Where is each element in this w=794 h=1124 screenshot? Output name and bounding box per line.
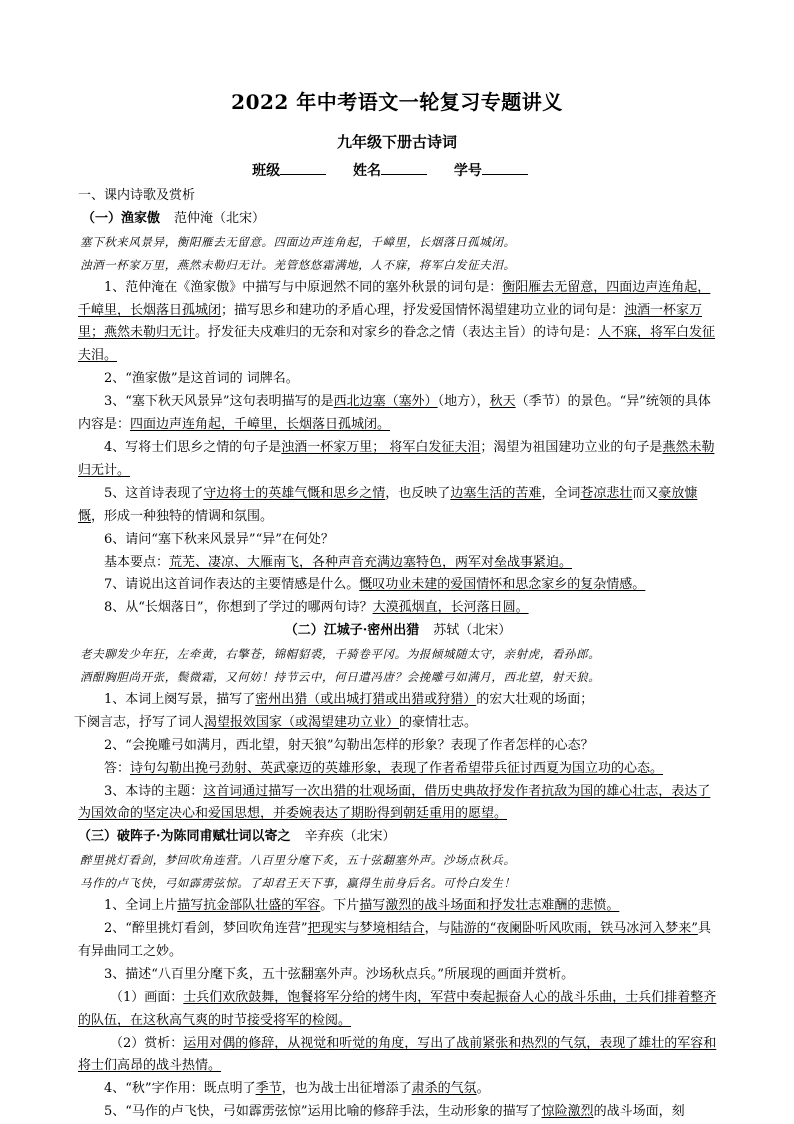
poem-line: 塞下秋来风景异，衡阳雁去无留意。四面边声连角起，千嶂里，长烟落日孤城闭。 (80, 234, 516, 249)
page-title: 2022 年中考语文一轮复习专题讲义 (231, 90, 563, 114)
question-item: 2、“会挽雕弓如满月，西北望，射天狼”勾勒出怎样的形象？表现了作者怎样的心态？ (104, 737, 594, 753)
poem-line: 酒酣胸胆尚开张，鬓微霜，又何妨！持节云中，何日遣冯唐？会挽雕弓如满月，西北望，射天狼。 (80, 670, 601, 685)
question-item: 3、描述“八百里分麾下炙，五十弦翻塞外声。沙场秋点兵。”所展现的画面并赏析。 (104, 966, 575, 982)
question-item: 5、“马作的卢飞快，弓如霹雳弦惊”运用比喻的修辞手法，生动形象的描写了惊险激烈的战斗场面，刻 (104, 1104, 685, 1120)
question-item: 8、从“长烟落日”，你想到了学过的哪两句诗？大漠孤烟直，长河落日圆。 (104, 600, 529, 616)
answer-item: 基本要点：荒芜、凄凉、大雁南飞，各种声音充满边塞特色，两军对垒战事紧迫。 (104, 554, 573, 570)
poem-author: 苏轼（北宋） (433, 623, 512, 639)
poem-heading (78, 208, 718, 231)
poem-title: （三）破阵子·为陈同甫赋壮词以寄之 (78, 829, 291, 845)
id-label: 学号 (453, 163, 482, 179)
class-blank (280, 162, 326, 175)
poem-title: （二）江城子·密州出猎 (284, 623, 420, 639)
poem-line: 浊酒一杯家万里，燕然未勒归无计。羌管悠悠霜满地，人不寐，将军白发征夫泪。 (80, 257, 516, 272)
answer-item: （1）画面：士兵们欢欣鼓舞，饱餐将军分给的烤牛肉，军营中奏起振奋人心的战斗乐曲，士兵们排着整齐的队伍，在这秋高气爽的时节接受将军的检阅。 (78, 989, 717, 1028)
section-heading: 一、课内诗歌及赏析 (78, 188, 196, 203)
question-item: 2、“渔家傲”是这首词的 词牌名。 (104, 371, 299, 387)
question-item: 1、本词上阕写景，描写了密州出猎（或出城打猎或出猎或狩猎）的宏大壮观的场面； (104, 691, 594, 707)
poem-heading (78, 826, 718, 849)
question-item: 下阕言志，抒写了词人渴望报效国家（或渴望建功立业）的豪情壮志。 (74, 714, 478, 730)
question-item: 3、本诗的主题：这首词通过描写一次出猎的壮观场面，借历史典故抒发作者抗敌为国的雄心壮志，表达了为国效命的坚定决心和爱国思想，并委婉表达了期盼得到朝廷重用的愿望。 (78, 783, 711, 822)
class-label: 班级 (252, 163, 281, 179)
id-blank (482, 162, 528, 175)
page-subtitle: 九年级下册古诗词 (336, 133, 457, 151)
question-item: 2、“醉里挑灯看剑，梦回吹角连营”把现实与梦境相结合，与陆游的“夜阑卧听风吹雨，铁马冰河入梦来”具有异曲同工之妙。 (78, 921, 711, 959)
question-item: 6、请问“塞下秋来风景异”“异”在何处？ (104, 531, 334, 547)
poem-title: （一）渔家傲 (82, 210, 161, 226)
question-item: 7、请说出这首词作表达的主要情感是什么。慨叹功业未建的爱国情怀和思念家乡的复杂情感。 (104, 577, 646, 593)
answer-item: （2）赏析：运用对偶的修辞，从视觉和听觉的角度，写出了战前紧张和热烈的气氛，表现了雄壮的军容和将士们高昂的战斗热情。 (78, 1035, 717, 1074)
poem-author: 辛弃疾（北宋） (304, 829, 396, 845)
answer-item: 答：诗句勾勒出挽弓劲射、英武豪迈的英雄形象，表现了作者希望带兵征讨西夏为国立功的心态。 (104, 760, 664, 776)
question-item: 1、范仲淹在《渔家傲》中描写与中原迥然不同的塞外秋景的词句是：衡阳雁去无留意，四面边声连角起，千嶂里，长烟落日孤城闭；描写思乡和建功的矛盾心理，抒发爱国情怀渴望建功立业的词句是：浊酒一杯家万里；燕然未勒归无计。抒发征夫戍难归的无奈和对家乡的眷念之情（表达主旨）的诗句是：人不寐，将军白发征夫泪。 (78, 279, 716, 364)
name-label: 姓名 (353, 163, 381, 179)
poem-heading (78, 620, 718, 643)
question-item: 5、这首诗表现了守边将士的英雄气慨和思乡之情，也反映了边塞生活的苦难，全词苍凉悲壮而又豪放慷慨，形成一种独特的情调和氛围。 (78, 485, 698, 524)
student-info-line (0, 160, 794, 180)
poem-line: 醉里挑灯看剑，梦回吹角连营。八百里分麾下炙，五十弦翻塞外声。沙场点秋兵。 (80, 853, 516, 868)
name-blank (381, 162, 427, 175)
question-item: 3、“塞下秋天风景异”这句表明描写的是西北边塞（塞外）（地方），秋天（季节）的景色。“异”统领的具体内容是：四面边声连角起，千嶂里，长烟落日孤城闭。 (78, 394, 711, 433)
poem-line: 老夫聊发少年狂，左牵黄，右擎苍，锦帽貂裘，千骑卷平冈。为报倾城随太守，亲射虎，看孙郎。 (80, 647, 601, 662)
document-body (74, 185, 718, 1124)
poem-line: 马作的卢飞快，弓如霹雳弦惊。了却君王天下事，赢得生前身后名。可怜白发生！ (80, 876, 516, 891)
poem-author: 范仲淹（北宋） (174, 210, 266, 226)
question-item: 1、全词上片描写抗金部队壮盛的军容。下片描写激烈的战斗场面和抒发壮志难酬的悲愤。 (104, 898, 620, 914)
question-item: 4、写将士们思乡之情的句子是浊酒一杯家万里； 将军白发征夫泪；渴望为祖国建功立业的句子是燕然未勒归无计。 (78, 439, 715, 478)
question-item: 4、“秋”字作用：既点明了季节，也为战士出征增添了肃杀的气氛。 (104, 1081, 490, 1097)
